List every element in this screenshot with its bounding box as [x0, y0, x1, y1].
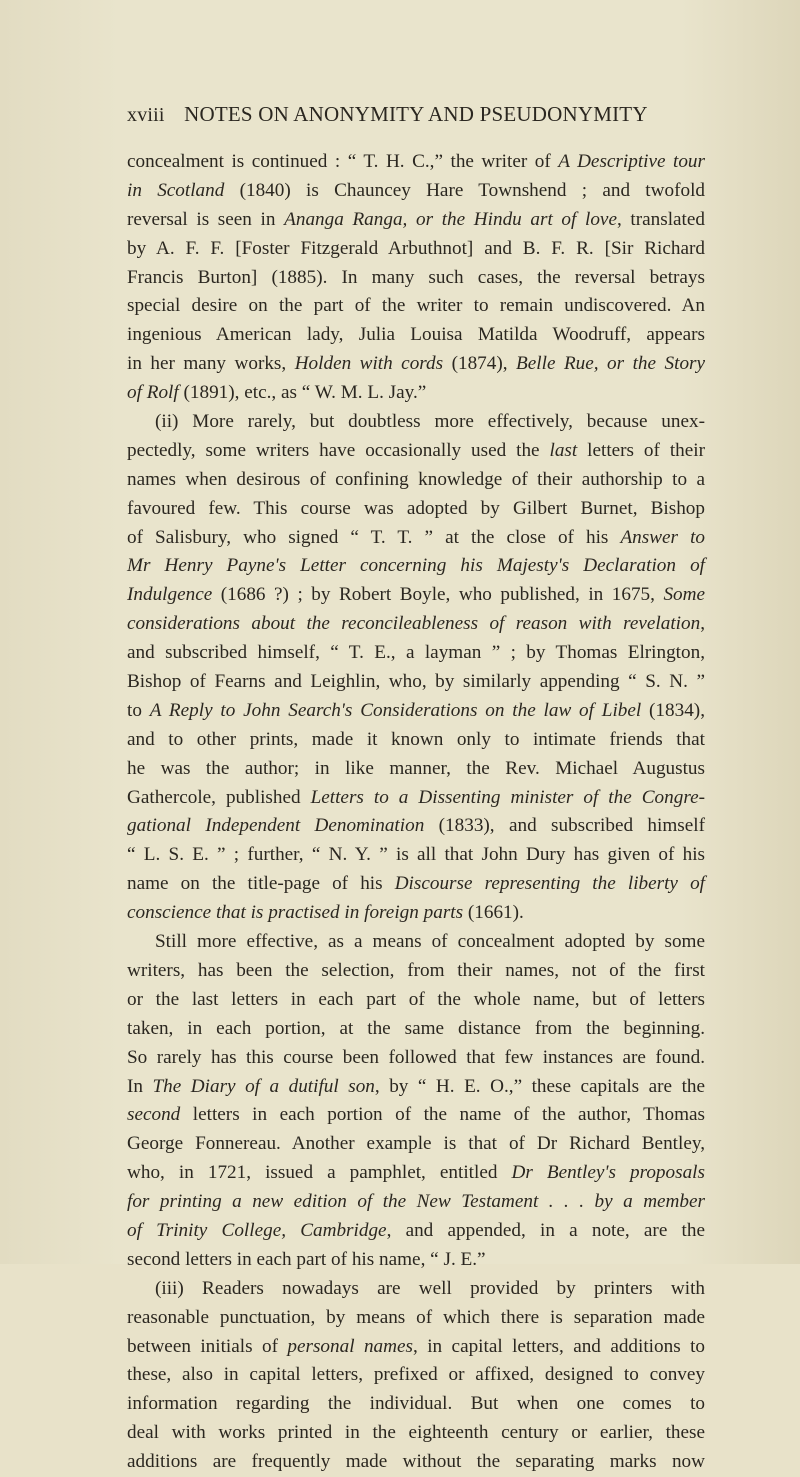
- text-line: [127, 1101, 705, 1130]
- text-run: and subscribed himself, “ T. E., a layman ” ; by Thomas Elrington,: [127, 642, 705, 664]
- text-run: So rarely has this course been followed that few instances are found.: [127, 1046, 705, 1068]
- text-run: (ii) More rarely, but doubtless more effectively, because unex-: [155, 411, 705, 433]
- text-run: , translated: [616, 208, 705, 230]
- text-run: between initials of: [127, 1335, 288, 1357]
- italic-title-text: conscience that is practised in foreign parts: [127, 902, 464, 924]
- text-line: [127, 379, 705, 408]
- text-run: concealment is continued : “ T. H. C.,” the writer of: [127, 151, 559, 172]
- text-run: (1891), etc., as “ W. M. L. Jay.”: [178, 382, 427, 404]
- text-line: [127, 986, 705, 1015]
- text-run: Gathercole, published: [127, 786, 311, 808]
- text-line: [127, 812, 705, 841]
- italic-title-text: Dr Bentley's proposals: [511, 1162, 705, 1184]
- italic-title-text: gational Independent Denomination: [127, 815, 425, 837]
- text-line: [127, 1448, 705, 1477]
- text-line: [127, 668, 705, 697]
- text-run: who, in 1721, issued a pamphlet, entitled: [127, 1162, 512, 1184]
- text-line: [127, 870, 705, 899]
- text-line: [127, 928, 705, 957]
- text-line: [127, 726, 705, 755]
- text-line: [127, 408, 705, 437]
- text-run: (1834),: [641, 699, 705, 721]
- text-run: Bishop of Fearns and Leighlin, who, by similarly appending “ S. N. ”: [127, 671, 705, 693]
- text-line: [127, 264, 705, 293]
- text-run: name on the title-page of his: [127, 873, 395, 895]
- text-line: [127, 1044, 705, 1073]
- text-run: information regarding the individual. But when one comes to: [127, 1393, 705, 1415]
- text-line: [127, 1304, 705, 1333]
- text-line: [127, 899, 705, 928]
- text-line: [127, 524, 705, 553]
- italic-title-text: for printing a new edition of the New Testament . . . by a member: [127, 1191, 705, 1213]
- text-run: ,: [700, 613, 705, 635]
- text-line: [127, 639, 705, 668]
- italic-title-text: in Scotland: [127, 179, 225, 201]
- text-line: [127, 697, 705, 726]
- text-line: [127, 177, 705, 206]
- text-run: pectedly, some writers have occasionally used the: [127, 439, 550, 461]
- text-line: [127, 1130, 705, 1159]
- text-run: or the last letters in each part of the whole name, but of letters: [127, 988, 705, 1010]
- italic-title-text: Indulgence: [127, 584, 213, 606]
- text-line: [127, 957, 705, 986]
- text-run: , in capital letters, and additions to: [413, 1335, 706, 1357]
- text-run: special desire on the part of the writer to remain undiscovered. An: [127, 295, 705, 317]
- text-line: [127, 610, 705, 639]
- text-line: [127, 1275, 705, 1304]
- text-run: letters in each portion of the name of the author, Thomas: [180, 1104, 705, 1126]
- text-run: George Fonnereau. Another example is that of Dr Richard Bentley,: [127, 1133, 705, 1155]
- italic-title-text: Discourse representing the liberty of: [394, 873, 705, 895]
- text-run: favoured few. This course was adopted by Gilbert Burnet, Bishop: [127, 497, 705, 519]
- text-line: [127, 755, 705, 784]
- italic-title-text: considerations about the reconcileableness of reason with revelation: [127, 613, 701, 635]
- text-run: “ L. S. E. ” ; further, “ N. Y. ” is all that John Dury has given of his: [127, 844, 705, 866]
- text-line: [127, 1361, 705, 1390]
- italic-title-text: of Rolf: [127, 382, 179, 404]
- italic-title-text: last: [549, 439, 578, 461]
- text-line: [127, 235, 705, 264]
- text-run: Francis Burton] (1885). In many such cases, the reversal betrays: [127, 266, 705, 288]
- text-run: letters of their: [577, 439, 705, 461]
- text-run: , and appended, in a note, are the: [386, 1219, 705, 1241]
- text-run: additions are frequently made without the separating marks now: [127, 1451, 705, 1473]
- text-line: [127, 784, 705, 813]
- text-run: writers, has been the selection, from their names, not of the first: [127, 959, 705, 981]
- text-run: these, also in capital letters, prefixed or affixed, designed to convey: [127, 1364, 705, 1386]
- text-run: to: [127, 699, 150, 721]
- running-header: [127, 102, 707, 127]
- running-title: NOTES ON ANONYMITY AND PSEUDONYMITY: [184, 102, 648, 126]
- text-run: Still more effective, as a means of concealment adopted by some: [155, 931, 705, 953]
- italic-title-text: personal names: [287, 1335, 413, 1357]
- italic-title-text: Mr Henry Payne's Letter concerning his Majesty's Declaration of: [127, 555, 705, 577]
- text-line: [127, 1217, 705, 1246]
- text-line: [127, 1333, 705, 1362]
- text-line: [127, 321, 705, 350]
- text-run: (iii) Readers nowadays are well provided by printers with: [155, 1277, 705, 1299]
- body-text: [127, 148, 705, 1477]
- text-line: [127, 206, 705, 235]
- text-line: [127, 1419, 705, 1448]
- italic-title-text: Some: [663, 584, 705, 606]
- italic-title-text: A Descriptive tour: [558, 151, 705, 172]
- italic-title-text: The Diary of a dutiful son: [152, 1075, 375, 1097]
- italic-title-text: Ananga Ranga, or the Hindu art of love: [284, 208, 617, 230]
- text-run: second letters in each part of his name, “ J. E.”: [127, 1248, 486, 1270]
- text-run: (1874),: [443, 353, 517, 375]
- text-line: [127, 1390, 705, 1419]
- italic-title-text: of Trinity College, Cambridge: [127, 1219, 387, 1241]
- text-run: ingenious American lady, Julia Louisa Matilda Woodruff, appears: [127, 324, 705, 346]
- italic-title-text: Belle Rue, or the Story: [516, 353, 706, 375]
- text-run: (1840) is Chauncey Hare Townshend ; and twofold: [224, 179, 705, 201]
- text-run: of Salisbury, who signed “ T. T. ” at the close of his: [127, 526, 621, 548]
- text-line: [127, 1015, 705, 1044]
- text-run: taken, in each portion, at the same distance from the beginning.: [127, 1017, 705, 1039]
- text-run: by A. F. F. [Foster Fitzgerald Arbuthnot] and B. F. R. [Sir Richard: [127, 237, 705, 259]
- text-line: [127, 148, 705, 177]
- text-line: [127, 1073, 705, 1102]
- text-run: , by “ H. E. O.,” these capitals are the: [374, 1075, 706, 1097]
- text-run: reversal is seen in: [127, 208, 285, 230]
- text-run: (1686 ?) ; by Robert Boyle, who published, in 1675,: [212, 584, 664, 606]
- text-line: [127, 495, 705, 524]
- text-line: [127, 1246, 705, 1275]
- italic-title-text: second: [127, 1104, 181, 1126]
- text-line: [127, 437, 705, 466]
- text-line: [127, 292, 705, 321]
- text-run: (1661).: [463, 902, 524, 924]
- text-line: [127, 466, 705, 495]
- italic-title-text: Letters to a Dissenting minister of the Congre-: [310, 786, 705, 808]
- text-line: [127, 581, 705, 610]
- text-run: in her many works,: [127, 353, 295, 375]
- italic-title-text: Answer to: [620, 526, 705, 548]
- text-run: he was the author; in like manner, the Rev. Michael Augustus: [127, 757, 705, 779]
- text-line: [127, 350, 705, 379]
- text-run: In: [127, 1075, 153, 1097]
- italic-title-text: Holden with cords: [294, 353, 444, 375]
- text-run: reasonable punctuation, by means of which there is separation made: [127, 1306, 705, 1328]
- text-run: (1833), and subscribed himself: [424, 815, 705, 837]
- italic-title-text: A Reply to John Search's Considerations on the law of Libel: [149, 699, 642, 721]
- text-run: deal with works printed in the eighteenth century or earlier, these: [127, 1422, 705, 1444]
- text-line: [127, 841, 705, 870]
- text-line: [127, 552, 705, 581]
- text-line: [127, 1188, 705, 1217]
- text-line: [127, 1159, 705, 1188]
- text-run: and to other prints, made it known only to intimate friends that: [127, 728, 705, 750]
- page-number: xviii: [127, 104, 165, 126]
- text-run: names when desirous of confining knowledge of their authorship to a: [127, 468, 705, 490]
